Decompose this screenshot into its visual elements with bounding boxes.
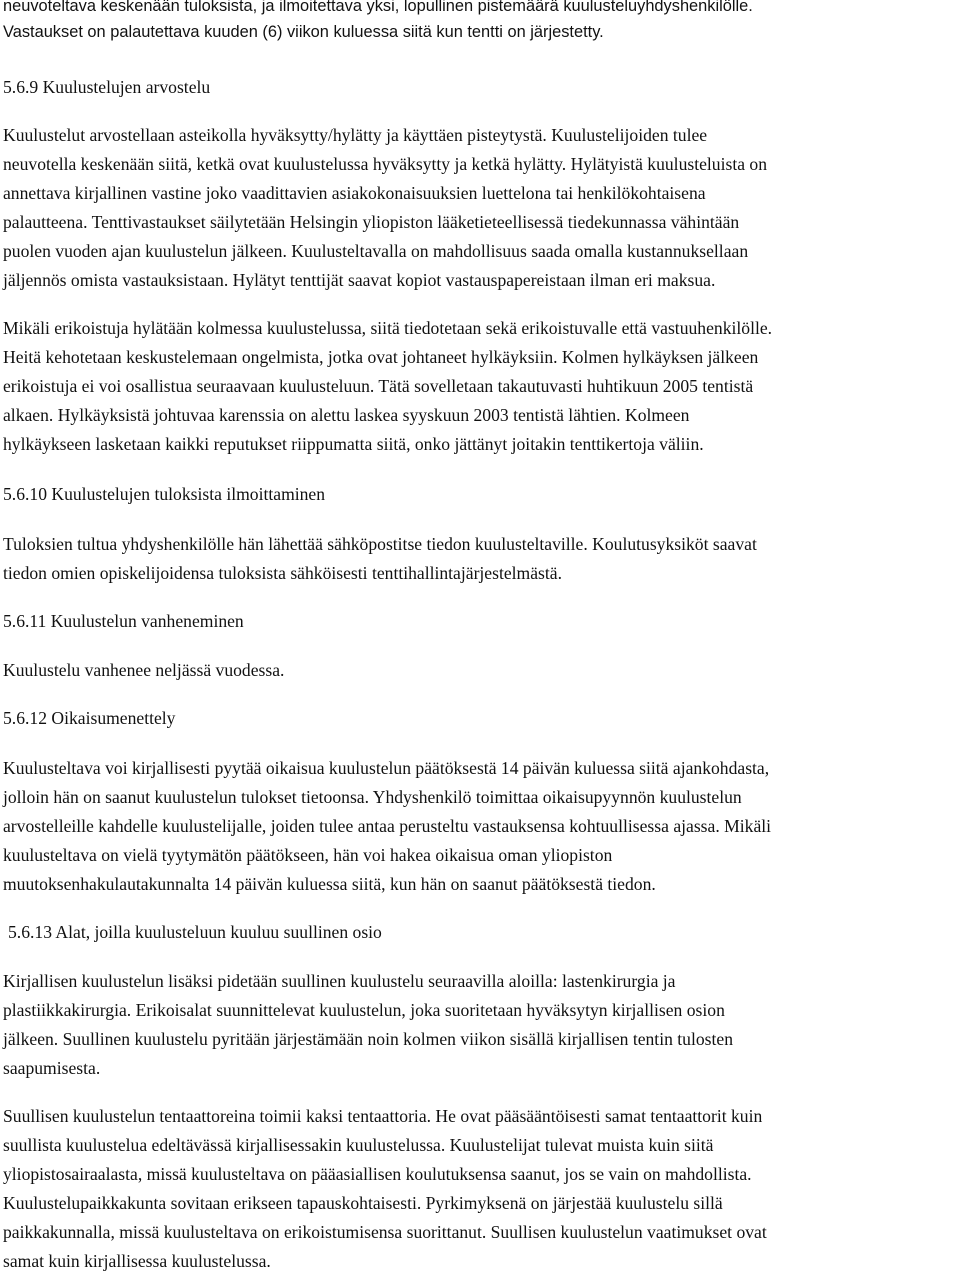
paragraph-line: arvostelleille kahdelle kuulustelijalle, joiden tulee antaa perusteltu vastauksensa kohtuullisessa ajassa. Mikäli (3, 816, 772, 836)
paragraph-line: alkaen. Hylkäyksistä johtuvaa karenssia on alettu laskea syyskuun 2003 tentistä lähtien. Kolmeen (3, 405, 690, 425)
paragraph-line: Kuulustelu vanhenee neljässä vuodessa. (3, 660, 285, 680)
paragraph-line: Mikäli erikoistuja hylätään kolmessa kuulustelussa, siitä tiedotetaan sekä erikoistuvalle että vastuuhenkilölle. (3, 318, 773, 338)
paragraph-line: Heitä kehotetaan keskustelemaan ongelmista, jotka ovat johtaneet hylkäyksiin. Kolmen hylkäyksen jälkeen (3, 347, 759, 367)
paragraph-line: muutoksenhakulautakunnalta 14 päivän kuluessa siitä, kun hän on saanut päätöksestä tiedon. (3, 874, 656, 894)
paragraph-line: jäljennös omista vastauksistaan. Hylätyt tenttijät saavat kopiot vastauspapereistaan ilman eri maksua. (3, 270, 716, 290)
paragraph-line: Kuulustelut arvostellaan asteikolla hyväksytty/hylätty ja käyttäen pisteytystä. Kuulustelijoiden tulee (3, 125, 708, 145)
paragraph-line: suullista kuulustelua edeltävässä kirjallisessakin kuulustelussa. Kuulustelijat tulevat muista kuin siitä (3, 1135, 714, 1155)
section-heading: 5.6.11 Kuulustelun vanheneminen (3, 611, 244, 631)
paragraph-line: Kuulusteltava voi kirjallisesti pyytää oikaisua kuulustelun päätöksestä 14 päivän kuluessa siitä ajankohdasta, (3, 758, 770, 778)
paragraph-line: Tuloksien tultua yhdyshenkilölle hän lähettää sähköpostitse tiedon kuulusteltaville. Koulutusyksiköt saavat (3, 534, 757, 554)
paragraph-line: annettava kirjallinen vastine joko vaadittavien asiakokonaisuuksien luettelona tai henkilökohtaisena (3, 183, 706, 203)
paragraph-line: kuulusteltava on vielä tyytymätön päätökseen, hän voi hakea oikaisua oman yliopiston (3, 845, 613, 865)
paragraph-line: jolloin hän on saanut kuulustelun tulokset tietoonsa. Yhdyshenkilö toimittaa oikaisupyynnön kuulustelun (3, 787, 742, 807)
paragraph-line: hylkäykseen lasketaan kaikki reputukset riippumatta siitä, onko jättänyt joitakin tenttikertoja väliin. (3, 434, 704, 454)
paragraph-line: erikoistuja ei voi osallistua seuraavaan kuulusteluun. Tätä sovelletaan takautuvasti huhtikuun 2005 tentistä (3, 376, 754, 396)
paragraph-line: Kuulustelupaikkakunta sovitaan erikseen tapauskohtaisesti. Pyrkimyksenä on järjestää kuulustelu sillä (3, 1193, 723, 1213)
paragraph-line: palautteena. Tenttivastaukset säilytetään Helsingin yliopiston lääketieteellisessä tiedekunnassa vähintään (3, 212, 740, 232)
paragraph-line: puolen vuoden ajan kuulustelun jälkeen. Kuulusteltavalla on mahdollisuus saada omalla kustannuksellaan (3, 241, 749, 261)
paragraph-line: plastiikkakirurgia. Erikoisalat suunnittelevat kuulustelun, joka suoritetaan hyväksytyn kirjallisen osion (3, 1000, 725, 1020)
paragraph-line: Kirjallisen kuulustelun lisäksi pidetään suullinen kuulustelu seuraavilla aloilla: lastenkirurgia ja (3, 971, 676, 991)
paragraph-line: Suullisen kuulustelun tentaattoreina toimii kaksi tentaattoria. He ovat pääsääntöisesti samat tentaattorit kuin (3, 1106, 763, 1126)
section-heading: 5.6.10 Kuulustelujen tuloksista ilmoittaminen (3, 484, 326, 504)
paragraph-line: tiedon omien opiskelijoidensa tuloksista sähköisesti tenttihallintajärjestelmästä. (3, 563, 562, 583)
paragraph-line: samat kuin kirjallisessa kuulustelussa. (3, 1251, 271, 1271)
paragraph-line: jälkeen. Suullinen kuulustelu pyritään järjestämään noin kolmen viikon sisällä kirjallisen tentin tulosten (3, 1029, 733, 1049)
section-heading: 5.6.13 Alat, joilla kuulusteluun kuuluu suullinen osio (8, 922, 382, 942)
intro-line: neuvoteltava keskenään tuloksista, ja ilmoitettava yksi, lopullinen pistemäärä kuulusteluyhdyshenkilölle. (3, 0, 753, 15)
section-heading: 5.6.9 Kuulustelujen arvostelu (3, 77, 211, 97)
paragraph-line: saapumisesta. (3, 1058, 101, 1078)
paragraph-line: neuvotella keskenään siitä, ketkä ovat kuulustelussa hyväksytty ja ketkä hylätty. Hylätyistä kuulusteluista on (3, 154, 768, 174)
section-heading: 5.6.12 Oikaisumenettely (3, 708, 176, 728)
paragraph-line: yliopistosairaalasta, missä kuulusteltava on pääasiallisen koulutuksensa saanut, jos se vain on mahdollista. (3, 1164, 752, 1184)
intro-line: Vastaukset on palautettava kuuden (6) viikon kuluessa siitä kun tentti on järjestetty. (3, 23, 604, 41)
paragraph-line: paikkakunnalla, missä kuulusteltava on erikoistumisensa suorittanut. Suullisen kuulustelun vaatimukset ovat (3, 1222, 767, 1242)
